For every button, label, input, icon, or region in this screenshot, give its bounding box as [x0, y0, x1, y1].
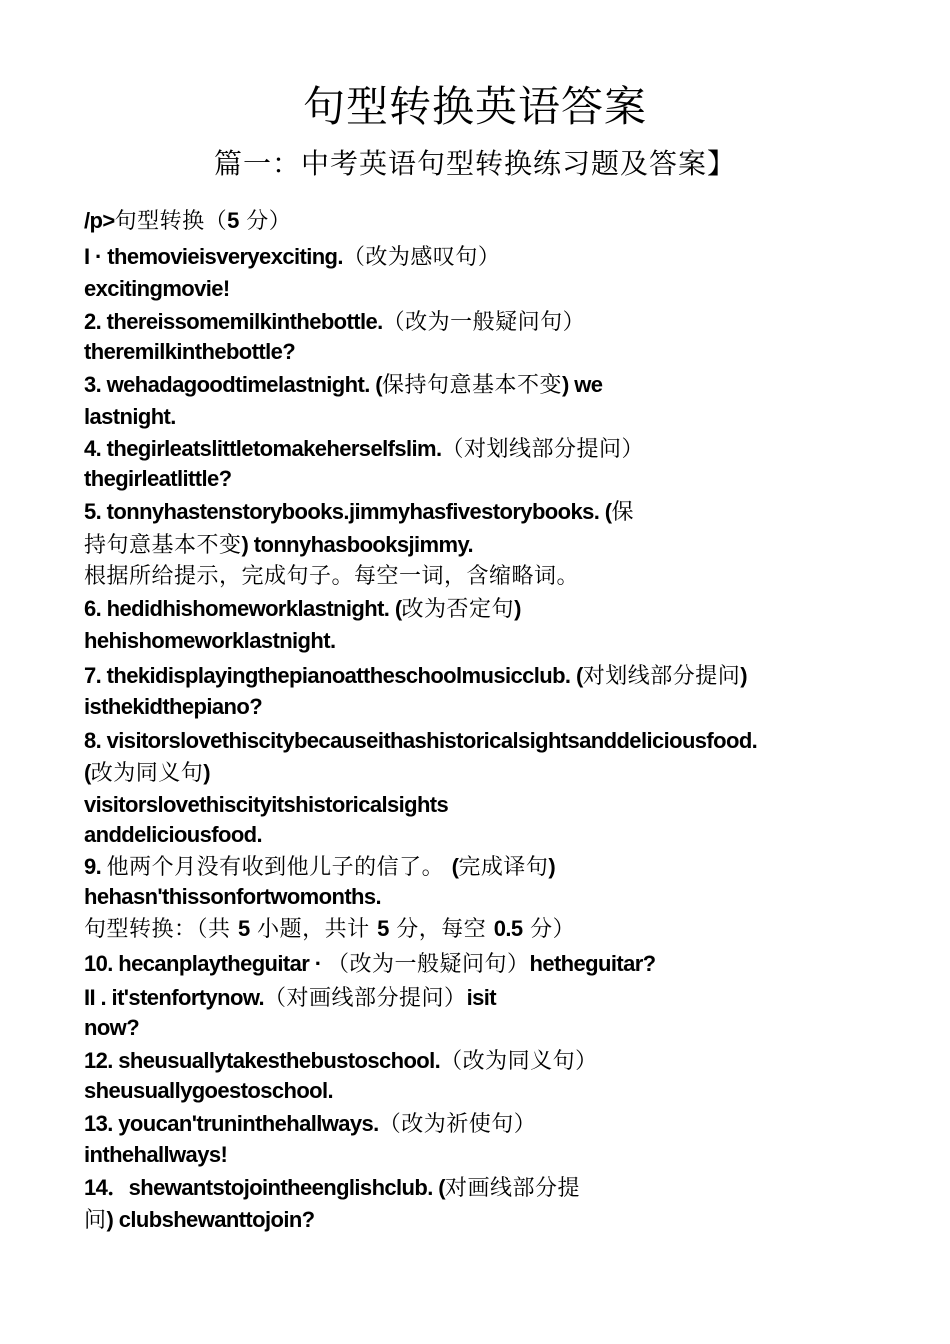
text-line	[84, 371, 602, 400]
english-text: 12. sheusuallytakesthebustoschool.	[84, 1048, 441, 1073]
text-line	[84, 821, 262, 849]
english-text: 9.	[84, 854, 107, 879]
chinese-text: 保	[611, 500, 634, 525]
english-text: isthekidthepiano?	[84, 694, 263, 719]
english-text: hehasn'thissonfortwomonths.	[84, 884, 382, 909]
text-line	[84, 1141, 227, 1169]
text-line	[84, 531, 473, 560]
text-line	[84, 662, 747, 691]
text-line	[84, 1110, 536, 1139]
chinese-text: （改为祈使句）	[378, 1112, 537, 1137]
text-line	[84, 727, 757, 755]
english-text: visitorslovethiscityitshistoricalsights	[84, 792, 449, 817]
document-title: 句型转换英语答案	[302, 82, 647, 131]
text-line	[84, 853, 555, 882]
chinese-text: （改为一般疑问句）	[382, 310, 586, 335]
text-line	[84, 627, 335, 655]
chinese-text: 完成译句	[458, 855, 549, 880]
english-text: now?	[84, 1015, 140, 1040]
chinese-text: （改为一般疑问句）	[326, 952, 530, 977]
chinese-text: 保持句意基本不变	[381, 373, 562, 398]
english-text: )	[203, 760, 210, 785]
english-text: ) we	[561, 372, 603, 397]
english-text: 5. tonnyhastenstorybooks.jimmyhasfivestorybooks. (	[84, 499, 612, 524]
english-text: 10. hecanplaytheguitar ·	[84, 951, 327, 976]
english-text: /p>	[84, 208, 115, 233]
text-line	[84, 1077, 333, 1105]
english-text: )	[514, 596, 521, 621]
chinese-text: 他两个月没有收到他儿子的信了。	[106, 855, 452, 880]
text-line	[84, 791, 448, 819]
english-text: 2. thereissomemilkinthebottle.	[84, 309, 383, 334]
english-text: excitingmovie!	[84, 276, 230, 301]
text-line	[84, 403, 176, 431]
english-text: hehishomeworklastnight.	[84, 628, 336, 653]
chinese-text: 持句意基本不变	[84, 533, 242, 558]
text-line	[84, 759, 210, 788]
text-line	[84, 498, 634, 527]
text-line	[84, 693, 262, 721]
text-line	[84, 465, 232, 493]
chinese-text: 小题，共计	[249, 917, 378, 942]
english-text: 5	[377, 916, 389, 941]
english-text: ) tonnyhasbooksjimmy.	[241, 532, 473, 557]
english-text: )	[548, 854, 556, 879]
text-line	[84, 883, 381, 911]
english-text: ) clubshewanttojoin?	[106, 1207, 315, 1232]
english-text: (	[451, 854, 459, 879]
text-line	[84, 308, 585, 337]
text-line	[84, 275, 230, 303]
document-subtitle: 篇一：中考英语句型转换练习题及答案】	[213, 147, 736, 180]
chinese-text: 分）	[522, 917, 576, 942]
english-text: inthehallways!	[84, 1142, 228, 1167]
chinese-text: （改为感叹句）	[342, 245, 501, 270]
english-text: 14．shewantstojointheenglishclub. (	[84, 1175, 445, 1200]
chinese-text: 改为否定句	[401, 597, 515, 622]
text-line	[84, 595, 521, 624]
english-text: 3. wehadagoodtimelastnight. (	[84, 372, 382, 397]
english-text: I · themovieisveryexciting.	[84, 244, 343, 269]
english-text: hetheguitar?	[529, 951, 656, 976]
text-line	[84, 1174, 580, 1203]
english-text: 6. hedidhishomeworklastnight. (	[84, 596, 402, 621]
text-line	[84, 915, 575, 944]
english-text: 0.5	[493, 916, 523, 941]
text-line	[84, 984, 496, 1013]
english-text: II . it'stenfortynow.	[84, 985, 265, 1010]
english-text: thegirleatlittle?	[84, 466, 232, 491]
text-line	[84, 1014, 139, 1042]
chinese-text: 对画线部分提	[444, 1176, 580, 1201]
english-text: )	[740, 663, 747, 688]
text-line	[84, 243, 500, 272]
english-text: (	[84, 760, 91, 785]
text-line	[84, 562, 579, 591]
english-text: 5	[227, 208, 239, 233]
chinese-text: 改为同义句	[90, 761, 204, 786]
english-text: 7. thekidisplayingthepianoattheschoolmusicclub. (	[84, 663, 583, 688]
chinese-text: （对画线部分提问）	[264, 986, 467, 1011]
english-text: sheusuallygoestoschool.	[84, 1078, 334, 1103]
chinese-text: 句型转换（	[114, 209, 228, 234]
chinese-text: （对划线部分提问）	[441, 437, 644, 462]
english-text: 13. youcan'truninthehallways.	[84, 1111, 379, 1136]
text-line	[84, 1206, 315, 1235]
english-text: lastnight.	[84, 404, 176, 429]
chinese-text: 句型转换：（共	[84, 917, 238, 942]
english-text: theremilkinthebottle?	[84, 339, 296, 364]
text-line	[84, 950, 656, 979]
chinese-text: （改为同义句）	[440, 1049, 598, 1074]
chinese-text: 根据所给提示，完成句子。每空一词，含缩略词。	[84, 564, 580, 589]
english-text: 8. visitorslovethiscitybecauseithashistoricalsightsanddeliciousfood.	[84, 728, 758, 753]
english-text: 4. thegirleatslittletomakeherselfslim.	[84, 436, 442, 461]
english-text: isit	[466, 985, 496, 1010]
text-line	[84, 435, 644, 464]
chinese-text: 分）	[238, 209, 292, 234]
chinese-text: 对划线部分提问	[582, 664, 741, 689]
text-line	[84, 1047, 598, 1076]
text-line	[84, 207, 291, 236]
chinese-text: 分，每空	[388, 917, 494, 942]
english-text: 5	[238, 916, 250, 941]
text-line	[84, 338, 295, 366]
english-text: anddeliciousfood.	[84, 822, 263, 847]
chinese-text: 问	[84, 1208, 107, 1233]
